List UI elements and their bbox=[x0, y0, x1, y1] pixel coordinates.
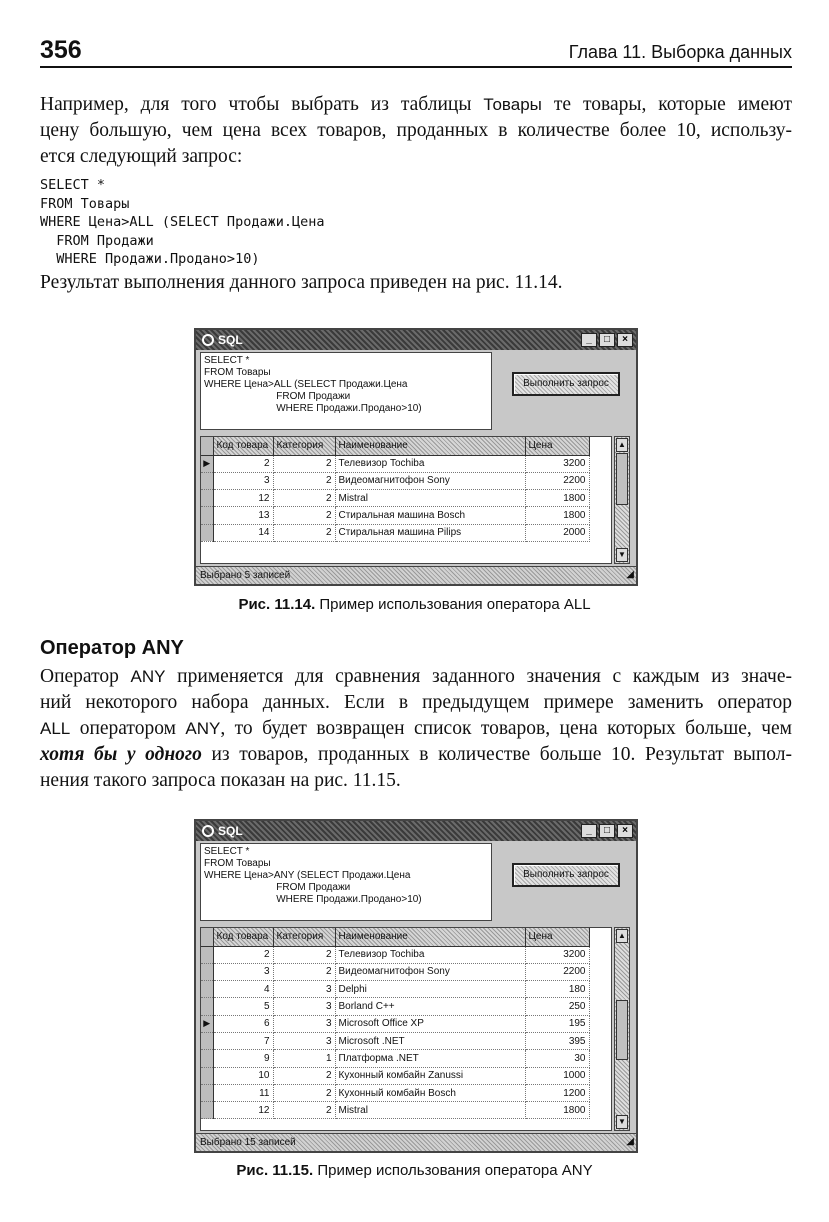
column-header[interactable]: Код товара bbox=[213, 928, 273, 946]
table-cell[interactable]: 2 bbox=[273, 524, 335, 541]
query-line: FROM Продажи bbox=[204, 882, 351, 893]
table-row[interactable] bbox=[201, 946, 589, 963]
sql-window-fig-11-14 bbox=[194, 328, 638, 586]
text-line bbox=[40, 144, 792, 170]
column-header[interactable]: Цена bbox=[525, 928, 589, 946]
section-heading: Оператор ANY bbox=[40, 637, 184, 659]
column-header[interactable]: Цена bbox=[525, 437, 589, 455]
table-cell[interactable]: Платформа .NET bbox=[335, 1050, 525, 1067]
row-indicator-header bbox=[201, 437, 213, 455]
row-indicator[interactable] bbox=[201, 1032, 213, 1049]
app-icon bbox=[202, 825, 214, 837]
scroll-down-icon[interactable]: ▼ bbox=[616, 548, 628, 562]
column-header[interactable]: Наименование bbox=[335, 928, 525, 946]
window-title: SQL bbox=[218, 824, 243, 838]
text-run: , то будет возвращен список товаров, цена которых больше, чем bbox=[220, 718, 792, 739]
table-cell[interactable]: 4 bbox=[213, 981, 273, 998]
column-header[interactable]: Категория bbox=[273, 928, 335, 946]
table-cell[interactable]: 1800 bbox=[525, 490, 589, 507]
caption-text: Пример использования оператора ALL bbox=[315, 596, 591, 613]
table-cell[interactable]: 2200 bbox=[525, 472, 589, 489]
row-indicator[interactable] bbox=[201, 472, 213, 489]
table-cell[interactable]: 2 bbox=[213, 946, 273, 963]
close-button[interactable]: × bbox=[617, 333, 633, 347]
table-cell[interactable]: 3200 bbox=[525, 946, 589, 963]
column-header[interactable]: Наименование bbox=[335, 437, 525, 455]
row-indicator[interactable] bbox=[201, 998, 213, 1015]
table-cell[interactable]: 1800 bbox=[525, 507, 589, 524]
table-cell[interactable]: 10 bbox=[213, 1067, 273, 1084]
row-indicator[interactable] bbox=[201, 524, 213, 541]
window-titlebar bbox=[196, 330, 636, 350]
table-cell[interactable]: 2000 bbox=[525, 524, 589, 541]
caption-label: Рис. 11.15. bbox=[236, 1162, 314, 1179]
table-cell[interactable]: 14 bbox=[213, 524, 273, 541]
table-row[interactable] bbox=[201, 490, 589, 507]
table-cell[interactable]: 12 bbox=[213, 1102, 273, 1119]
grid-scrollbar[interactable] bbox=[614, 436, 630, 564]
table-cell[interactable]: 1200 bbox=[525, 1084, 589, 1101]
table-row[interactable] bbox=[201, 981, 589, 998]
intro-paragraph bbox=[40, 92, 792, 170]
table-cell[interactable]: 3 bbox=[273, 998, 335, 1015]
table-row[interactable] bbox=[201, 524, 589, 541]
row-indicator-header bbox=[201, 928, 213, 946]
resize-grip-icon[interactable]: ◢ bbox=[626, 1136, 634, 1147]
table-cell[interactable]: Кухонный комбайн Zanussi bbox=[335, 1067, 525, 1084]
minimize-button[interactable]: _ bbox=[581, 333, 597, 347]
query-line: FROM Товары bbox=[204, 367, 271, 378]
keyword: Товары bbox=[483, 95, 542, 114]
scroll-thumb[interactable] bbox=[616, 453, 628, 505]
current-row-icon[interactable]: ▶ bbox=[201, 1015, 213, 1032]
text-run: Например, для того чтобы выбрать из таблицы bbox=[40, 94, 484, 115]
table-cell[interactable]: 3 bbox=[273, 1015, 335, 1032]
table-cell[interactable]: 3 bbox=[213, 963, 273, 980]
text-run: оператором bbox=[70, 718, 186, 739]
table-row[interactable] bbox=[201, 472, 589, 489]
table-cell[interactable]: 5 bbox=[213, 998, 273, 1015]
query-line: WHERE Продажи.Продано>10) bbox=[204, 894, 422, 905]
table-cell[interactable]: Delphi bbox=[335, 981, 525, 998]
query-line: FROM Товары bbox=[204, 858, 271, 869]
text-run: те товары, которые имеют bbox=[541, 94, 792, 115]
table-cell[interactable]: 2 bbox=[273, 507, 335, 524]
table-cell[interactable]: Телевизор Tochiba bbox=[335, 946, 525, 963]
body-paragraph bbox=[40, 664, 792, 794]
table-row[interactable] bbox=[201, 1067, 589, 1084]
table-cell[interactable]: Microsoft Office XP bbox=[335, 1015, 525, 1032]
query-line: SELECT * bbox=[204, 355, 250, 366]
table-cell[interactable]: 2 bbox=[273, 1102, 335, 1119]
status-bar bbox=[196, 1133, 636, 1151]
row-indicator[interactable] bbox=[201, 507, 213, 524]
window-titlebar bbox=[196, 821, 636, 841]
table-row[interactable] bbox=[201, 1032, 589, 1049]
table-cell[interactable]: Видеомагнитофон Sony bbox=[335, 472, 525, 489]
window-title: SQL bbox=[218, 333, 243, 347]
maximize-button[interactable]: □ bbox=[599, 333, 615, 347]
text-run: применяется для сравнения заданного значения с каждым из значе- bbox=[165, 666, 792, 687]
query-line: WHERE Цена>ANY (SELECT Продажи.Цена bbox=[204, 870, 411, 881]
code-line: FROM Товары bbox=[40, 195, 130, 212]
table-cell[interactable]: 2 bbox=[273, 1067, 335, 1084]
query-line: FROM Продажи bbox=[204, 391, 351, 402]
text-run: ний некоторого набора данных. Если в предыдущем примере заменить оператор bbox=[40, 692, 792, 713]
scroll-up-icon[interactable]: ▲ bbox=[616, 929, 628, 943]
scroll-thumb[interactable] bbox=[616, 1000, 628, 1060]
results-grid[interactable] bbox=[200, 436, 612, 564]
row-indicator[interactable] bbox=[201, 1050, 213, 1067]
table-cell[interactable]: Видеомагнитофон Sony bbox=[335, 963, 525, 980]
table-cell[interactable]: Стиральная машина Bosch bbox=[335, 507, 525, 524]
grid-scrollbar[interactable] bbox=[614, 927, 630, 1131]
row-indicator[interactable] bbox=[201, 981, 213, 998]
table-cell[interactable]: 1 bbox=[273, 1050, 335, 1067]
run-query-button[interactable]: Выполнить запрос bbox=[512, 863, 620, 887]
table-cell[interactable]: 2 bbox=[273, 455, 335, 472]
row-indicator[interactable] bbox=[201, 1067, 213, 1084]
table-row[interactable] bbox=[201, 1102, 589, 1119]
table-cell[interactable]: Телевизор Tochiba bbox=[335, 455, 525, 472]
table-cell[interactable]: 1800 bbox=[525, 1102, 589, 1119]
results-grid[interactable] bbox=[200, 927, 612, 1131]
scroll-up-icon[interactable]: ▲ bbox=[616, 438, 628, 452]
text-line bbox=[40, 768, 792, 794]
column-header[interactable]: Категория bbox=[273, 437, 335, 455]
row-indicator[interactable] bbox=[201, 1102, 213, 1119]
column-header[interactable]: Код товара bbox=[213, 437, 273, 455]
sql-query-editor[interactable] bbox=[200, 352, 492, 430]
text-line bbox=[40, 118, 792, 144]
table-cell[interactable]: 250 bbox=[525, 998, 589, 1015]
code-line: SELECT * bbox=[40, 177, 106, 193]
row-indicator[interactable] bbox=[201, 963, 213, 980]
table-cell[interactable]: 7 bbox=[213, 1032, 273, 1049]
keyword: ANY bbox=[130, 667, 166, 686]
table-cell[interactable]: 1000 bbox=[525, 1067, 589, 1084]
table-cell[interactable]: 3200 bbox=[525, 455, 589, 472]
query-line: WHERE Продажи.Продано>10) bbox=[204, 403, 422, 414]
table-row[interactable] bbox=[201, 507, 589, 524]
minimize-button[interactable]: _ bbox=[581, 824, 597, 838]
current-row-icon[interactable]: ▶ bbox=[201, 455, 213, 472]
table-cell[interactable]: 2 bbox=[273, 963, 335, 980]
table-cell[interactable]: 3 bbox=[213, 472, 273, 489]
table-cell[interactable]: 2 bbox=[273, 946, 335, 963]
table-row[interactable] bbox=[201, 1084, 589, 1101]
table-cell[interactable]: Mistral bbox=[335, 490, 525, 507]
query-line: WHERE Цена>ALL (SELECT Продажи.Цена bbox=[204, 379, 408, 390]
table-cell[interactable]: Кухонный комбайн Bosch bbox=[335, 1084, 525, 1101]
text-line bbox=[40, 716, 792, 742]
table-cell[interactable]: 2 bbox=[273, 490, 335, 507]
close-button[interactable]: × bbox=[617, 824, 633, 838]
row-indicator[interactable] bbox=[201, 1084, 213, 1101]
keyword: ANY bbox=[185, 719, 221, 738]
keyword: ALL bbox=[40, 719, 71, 738]
code-line: FROM Продажи bbox=[40, 232, 154, 249]
table-cell[interactable]: 3 bbox=[273, 1032, 335, 1049]
emphasis: хотя бы у одного bbox=[40, 744, 202, 765]
query-line: SELECT * bbox=[204, 846, 250, 857]
status-bar bbox=[196, 566, 636, 584]
table-row[interactable] bbox=[201, 1015, 589, 1032]
text-run: нения такого запроса показан на рис. 11.15. bbox=[40, 770, 401, 791]
text-line bbox=[40, 690, 792, 716]
text-run: Оператор bbox=[40, 666, 131, 687]
status-text: Выбрано 5 записей bbox=[200, 570, 291, 581]
text-run: ется следующий запрос: bbox=[40, 146, 243, 167]
code-line: WHERE Цена>ALL (SELECT Продажи.Цена bbox=[40, 214, 325, 230]
figure-caption-11-15 bbox=[0, 1162, 829, 1179]
caption-label: Рис. 11.14. bbox=[238, 596, 316, 613]
table-cell[interactable]: Microsoft .NET bbox=[335, 1032, 525, 1049]
table-cell[interactable]: 12 bbox=[213, 490, 273, 507]
code-listing bbox=[40, 176, 324, 269]
app-icon bbox=[202, 334, 214, 346]
table-row[interactable] bbox=[201, 998, 589, 1015]
table-cell[interactable]: 2 bbox=[273, 472, 335, 489]
code-line: WHERE Продажи.Продано>10) bbox=[40, 251, 260, 267]
table-cell[interactable]: 395 bbox=[525, 1032, 589, 1049]
text-line bbox=[40, 92, 792, 118]
table-cell[interactable]: 180 bbox=[525, 981, 589, 998]
table-cell[interactable]: 2 bbox=[273, 1084, 335, 1101]
result-text: Результат выполнения данного запроса приведен на рис. 11.14. bbox=[40, 272, 563, 293]
page-header bbox=[40, 36, 792, 68]
row-indicator[interactable] bbox=[201, 490, 213, 507]
sql-window-fig-11-15 bbox=[194, 819, 638, 1153]
caption-text: Пример использования оператора ANY bbox=[313, 1162, 593, 1179]
table-cell[interactable]: 11 bbox=[213, 1084, 273, 1101]
table-cell[interactable]: 9 bbox=[213, 1050, 273, 1067]
result-paragraph bbox=[40, 270, 792, 296]
run-query-button[interactable]: Выполнить запрос bbox=[512, 372, 620, 396]
table-cell[interactable]: 3 bbox=[273, 981, 335, 998]
table-cell[interactable]: 2200 bbox=[525, 963, 589, 980]
text-run: цену большую, чем цена всех товаров, проданных в количестве более 10, использу- bbox=[40, 120, 792, 141]
table-cell[interactable]: Стиральная машина Pilips bbox=[335, 524, 525, 541]
table-cell[interactable]: 195 bbox=[525, 1015, 589, 1032]
sql-query-editor[interactable] bbox=[200, 843, 492, 921]
table-row[interactable] bbox=[201, 455, 589, 472]
figure-caption-11-14 bbox=[0, 596, 829, 613]
text-line bbox=[40, 742, 792, 768]
table-cell[interactable]: 13 bbox=[213, 507, 273, 524]
row-indicator[interactable] bbox=[201, 946, 213, 963]
text-run: из товаров, проданных в количестве больше 10. Результат выпол- bbox=[201, 744, 793, 765]
resize-grip-icon[interactable]: ◢ bbox=[626, 569, 634, 580]
text-line bbox=[40, 664, 792, 690]
status-text: Выбрано 15 записей bbox=[200, 1137, 296, 1148]
table-cell[interactable]: 30 bbox=[525, 1050, 589, 1067]
scroll-down-icon[interactable]: ▼ bbox=[616, 1115, 628, 1129]
table-row[interactable] bbox=[201, 1050, 589, 1067]
table-cell[interactable]: Borland C++ bbox=[335, 998, 525, 1015]
chapter-title: Глава 11. Выборка данных bbox=[568, 42, 792, 62]
maximize-button[interactable]: □ bbox=[599, 824, 615, 838]
table-row[interactable] bbox=[201, 963, 589, 980]
table-cell[interactable]: 6 bbox=[213, 1015, 273, 1032]
table-cell[interactable]: Mistral bbox=[335, 1102, 525, 1119]
table-cell[interactable]: 2 bbox=[213, 455, 273, 472]
page-number: 356 bbox=[40, 36, 82, 64]
